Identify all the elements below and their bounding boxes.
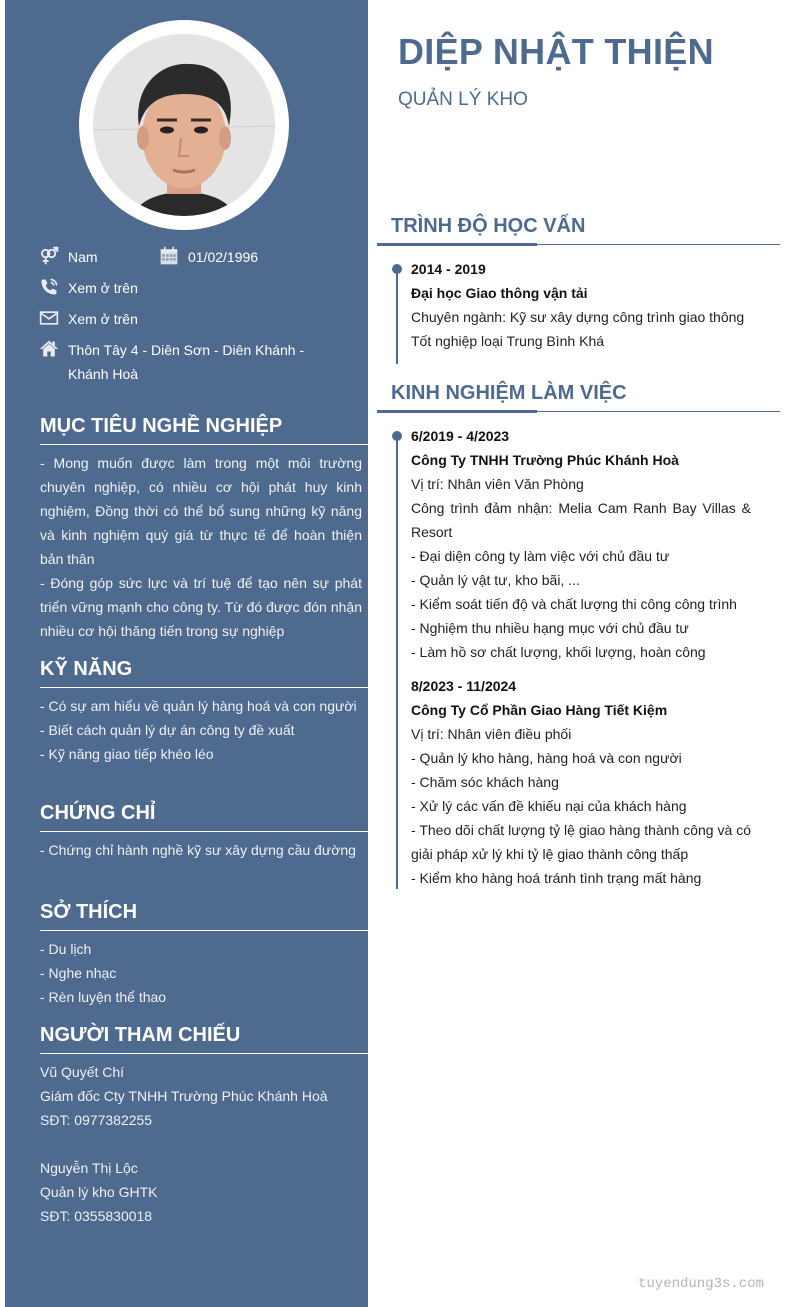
experience-company: Công Ty Cổ Phần Giao Hàng Tiết Kiệm [411, 702, 668, 718]
avatar [93, 34, 275, 216]
certificates-section [40, 800, 368, 862]
objective-body [40, 451, 368, 643]
email-icon [38, 307, 60, 329]
skill-item: - Kỹ năng giao tiếp khéo léo [40, 746, 214, 762]
skills-title: KỸ NĂNG [40, 656, 368, 688]
sidebar [5, 0, 368, 1307]
experience-entry [411, 424, 751, 664]
experience-entry [411, 674, 751, 890]
skill-item: - Có sự am hiểu về quản lý hàng hoá và con người [40, 698, 357, 714]
experience-detail: - Đại diện công ty làm việc với chủ đầu tư [411, 548, 670, 564]
experience-detail: - Xử lý các vấn đề khiếu nại của khách hàng [411, 798, 687, 814]
certificates-title: CHỨNG CHỈ [40, 800, 368, 832]
experience-detail: - Nghiệm thu nhiều hạng mục với chủ đầu tư [411, 620, 689, 636]
experience-detail: Vị trí: Nhân viên điều phối [411, 726, 572, 742]
gender-row [38, 245, 98, 269]
experience-company: Công Ty TNHH Trường Phúc Khánh Hoà [411, 452, 679, 468]
birthday-row [158, 245, 258, 269]
hobby-item: - Nghe nhạc [40, 965, 117, 981]
references-body [40, 1060, 368, 1228]
experience-detail: - Quản lý vật tư, kho bãi, ... [411, 572, 580, 588]
skills-section [40, 656, 368, 766]
education-title: TRÌNH ĐỘ HỌC VẤN [391, 215, 586, 237]
experience-detail: Công trình đảm nhận: Melia Cam Ranh Bay Villas & Resort [411, 500, 751, 540]
objective-title: MỤC TIÊU NGHỀ NGHIỆP [40, 413, 368, 445]
experience-detail: - Quản lý kho hàng, hàng hoá và con người [411, 750, 682, 766]
experience-detail: - Kiểm soát tiến độ và chất lượng thi công công trình [411, 596, 737, 612]
experience-title-block [377, 380, 780, 412]
experience-detail: - Theo dõi chất lượng tỷ lệ giao hàng thành công và có giải pháp xử lý khi tỷ lệ giao thành công thấp [411, 822, 751, 862]
experience-timeline [396, 433, 398, 889]
objective-line: - Mong muốn được làm trong một môi trường chuyên nghiệp, có nhiều cơ hội phát huy kinh nghiệm, Đồng thời có thể bổ sung những kỹ năng và kinh nghiệm quý giá từ thực tế để hoàn thiện bản thân [40, 455, 362, 567]
phone-icon [38, 276, 60, 298]
experience-detail: - Kiểm kho hàng hoá tránh tình trạng mất hàng [411, 870, 702, 886]
education-detail: Chuyên ngành: Kỹ sư xây dựng công trình giao thông [411, 309, 745, 325]
experience-period: 8/2023 - 11/2024 [411, 678, 517, 694]
candidate-name: DIỆP NHẬT THIỆN [398, 31, 714, 72]
reference-name: Vũ Quyết Chí [40, 1064, 125, 1080]
avatar-photo [93, 34, 275, 216]
phone-row [38, 276, 138, 300]
reference-phone: SĐT: 0977382255 [40, 1112, 153, 1128]
experience-period: 6/2019 - 4/2023 [411, 428, 510, 444]
address-row [38, 338, 348, 386]
education-divider-accent [377, 243, 537, 246]
watermark: tuyendung3s.com [638, 1276, 765, 1292]
skill-item: - Biết cách quản lý dự án công ty đề xuất [40, 722, 295, 738]
birthday-value: 01/02/1996 [188, 249, 259, 265]
experience-title: KINH NGHIỆM LÀM VIỆC [391, 382, 627, 404]
education-period: 2014 - 2019 [411, 261, 486, 277]
hobby-item: - Du lịch [40, 941, 92, 957]
references-title: NGƯỜI THAM CHIẾU [40, 1022, 368, 1054]
education-entry [411, 257, 751, 353]
education-title-block [377, 213, 780, 245]
skills-body [40, 694, 368, 766]
reference-title: Quản lý kho GHTK [40, 1184, 158, 1200]
experience-detail: - Làm hồ sơ chất lượng, khối lượng, hoàn công [411, 644, 706, 660]
experience-detail: Vị trí: Nhân viên Văn Phòng [411, 476, 584, 492]
objective-line: - Đóng góp sức lực và trí tuệ để tạo nên sự phát triển vững mạnh cho công ty. Từ đó được đón nhận nhiều cơ hội thăng tiến trong sự nghiệp [40, 575, 362, 639]
hobbies-title: SỞ THÍCH [40, 899, 368, 931]
education-detail: Tốt nghiệp loại Trung Bình Khá [411, 333, 605, 349]
gender-value: Nam [68, 249, 98, 265]
references-section [40, 1022, 368, 1228]
objective-section [40, 413, 368, 643]
email-row [38, 307, 138, 331]
hobbies-body [40, 937, 368, 1009]
education-school: Đại học Giao thông vận tải [411, 285, 588, 301]
experience-detail: - Chăm sóc khách hàng [411, 774, 559, 790]
home-icon [38, 338, 60, 360]
gender-icon [38, 245, 60, 267]
experience-divider-accent [377, 410, 537, 413]
phone-value: Xem ở trên [68, 280, 138, 296]
timeline-dot [392, 264, 402, 274]
address-value: Thôn Tây 4 - Diên Sơn - Diên Khánh - Khánh Hoà [68, 342, 305, 382]
reference-spacer [40, 1132, 362, 1156]
education-timeline [396, 266, 398, 364]
candidate-position: QUẢN LÝ KHO [398, 89, 528, 110]
certificate-item: - Chứng chỉ hành nghề kỹ sư xây dựng cầu đường [40, 842, 356, 858]
timeline-dot [392, 431, 402, 441]
hobby-item: - Rèn luyện thể thao [40, 989, 167, 1005]
hobbies-section [40, 899, 368, 1009]
email-value: Xem ở trên [68, 311, 138, 327]
reference-name: Nguyễn Thị Lộc [40, 1160, 138, 1176]
reference-phone: SĐT: 0355830018 [40, 1208, 153, 1224]
reference-title: Giám đốc Cty TNHH Trường Phúc Khánh Hoà [40, 1088, 328, 1104]
certificates-body [40, 838, 368, 862]
calendar-icon [158, 245, 180, 267]
avatar-ring [79, 20, 289, 230]
